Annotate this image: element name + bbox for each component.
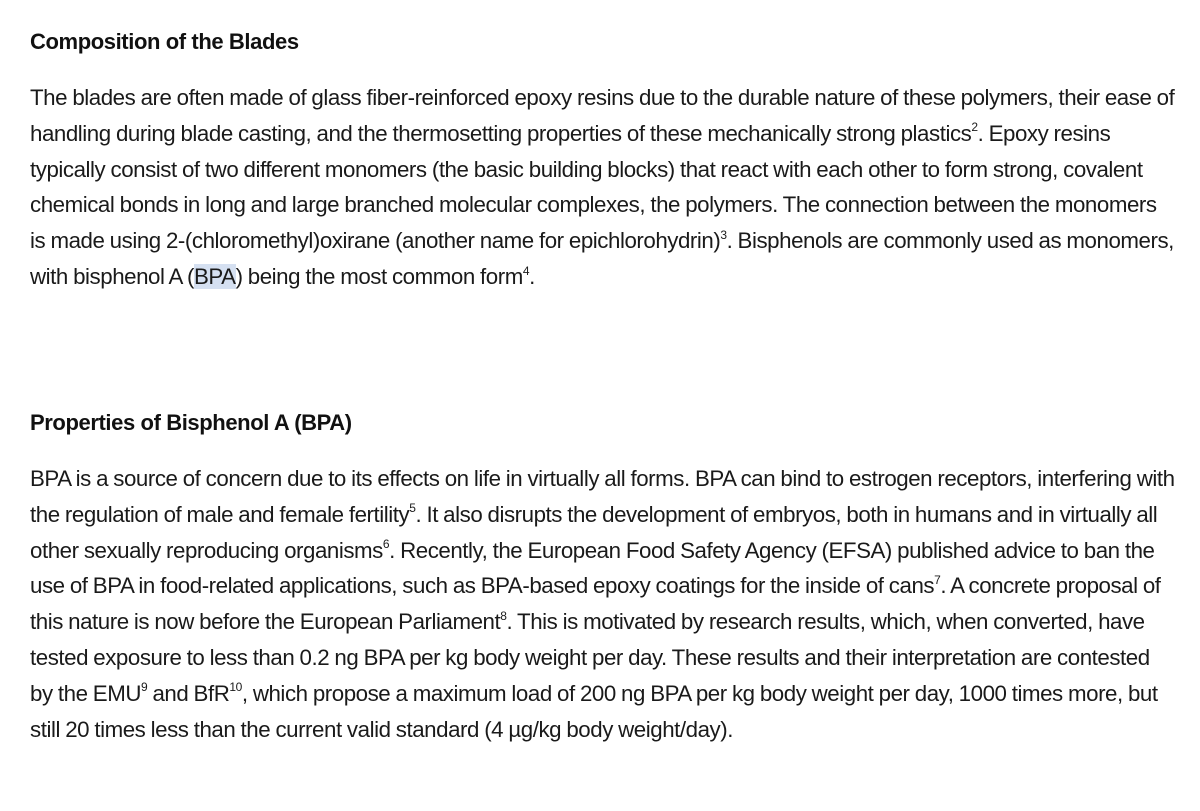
text-run: , which propose a maximum load of 200 ng BPA per kg body weight per day, 1000 times more, but still 20 times less than the current valid standard (4 µg/kg body weight/day). — [30, 680, 1158, 742]
footnote-ref-5[interactable]: 5 — [409, 501, 416, 516]
text-run: . Bisphenols are commonly used as monomers, with bisphenol A ( — [30, 228, 1174, 289]
text-run: The blades are often made of glass fiber-reinforced epoxy resins due to the durable nature of these polymers, their ease of handling during blade casting, and the thermosetting properties of these mechanically strong plastics — [30, 85, 1175, 146]
text-run: . Epoxy resins typically consist of two different monomers (the basic building blocks) that react with each other to form strong, covalent chemical bonds in long and large branched molecular complexes, the polymers. The connection between the monomers is made using 2-(chloromethyl)oxirane (another name for epichlorohydrin) — [30, 120, 1157, 254]
section-heading-properties: Properties of Bisphenol A (BPA) — [30, 410, 352, 435]
text-run: ) being the most common form — [235, 263, 523, 289]
footnote-ref-9[interactable]: 9 — [140, 680, 148, 695]
footnote-ref-2[interactable]: 2 — [971, 120, 978, 135]
paragraph-composition[interactable] — [30, 80, 1175, 295]
footnote-ref-3[interactable]: 3 — [720, 227, 727, 242]
paragraph-properties[interactable] — [30, 461, 1175, 747]
footnote-ref-8[interactable]: 8 — [500, 608, 507, 623]
footnote-ref-4[interactable]: 4 — [522, 263, 530, 278]
footnote-ref-6[interactable]: 6 — [382, 537, 390, 552]
selected-text-highlight[interactable]: BPA — [193, 263, 236, 289]
footnote-ref-7[interactable]: 7 — [934, 572, 941, 587]
text-run: . Recently, the European Food Safety Agency (EFSA) published advice to ban the use of BPA in food-related applications, such as BPA-based epoxy coatings for the inside of cans — [30, 537, 1155, 599]
footnote-ref-10[interactable]: 10 — [229, 680, 242, 695]
text-run: . It also disrupts the development of embryos, both in humans and in virtually all other sexually reproducing organisms — [30, 501, 1158, 563]
text-run: . This is motivated by research results, which, when converted, have tested exposure to less than 0.2 ng BPA per kg body weight per day. These results and their interpretation are contested by the EMU — [30, 609, 1150, 706]
text-run: . — [529, 263, 535, 289]
section-heading-composition: Composition of the Blades — [30, 29, 299, 54]
text-run: and BfR — [147, 680, 230, 706]
text-run: BPA is a source of concern due to its effects on life in virtually all forms. BPA can bind to estrogen receptors, interfering with the regulation of male and female fertility — [30, 466, 1175, 527]
text-run: . A concrete proposal of this nature is now before the European Parliament — [30, 573, 1161, 635]
